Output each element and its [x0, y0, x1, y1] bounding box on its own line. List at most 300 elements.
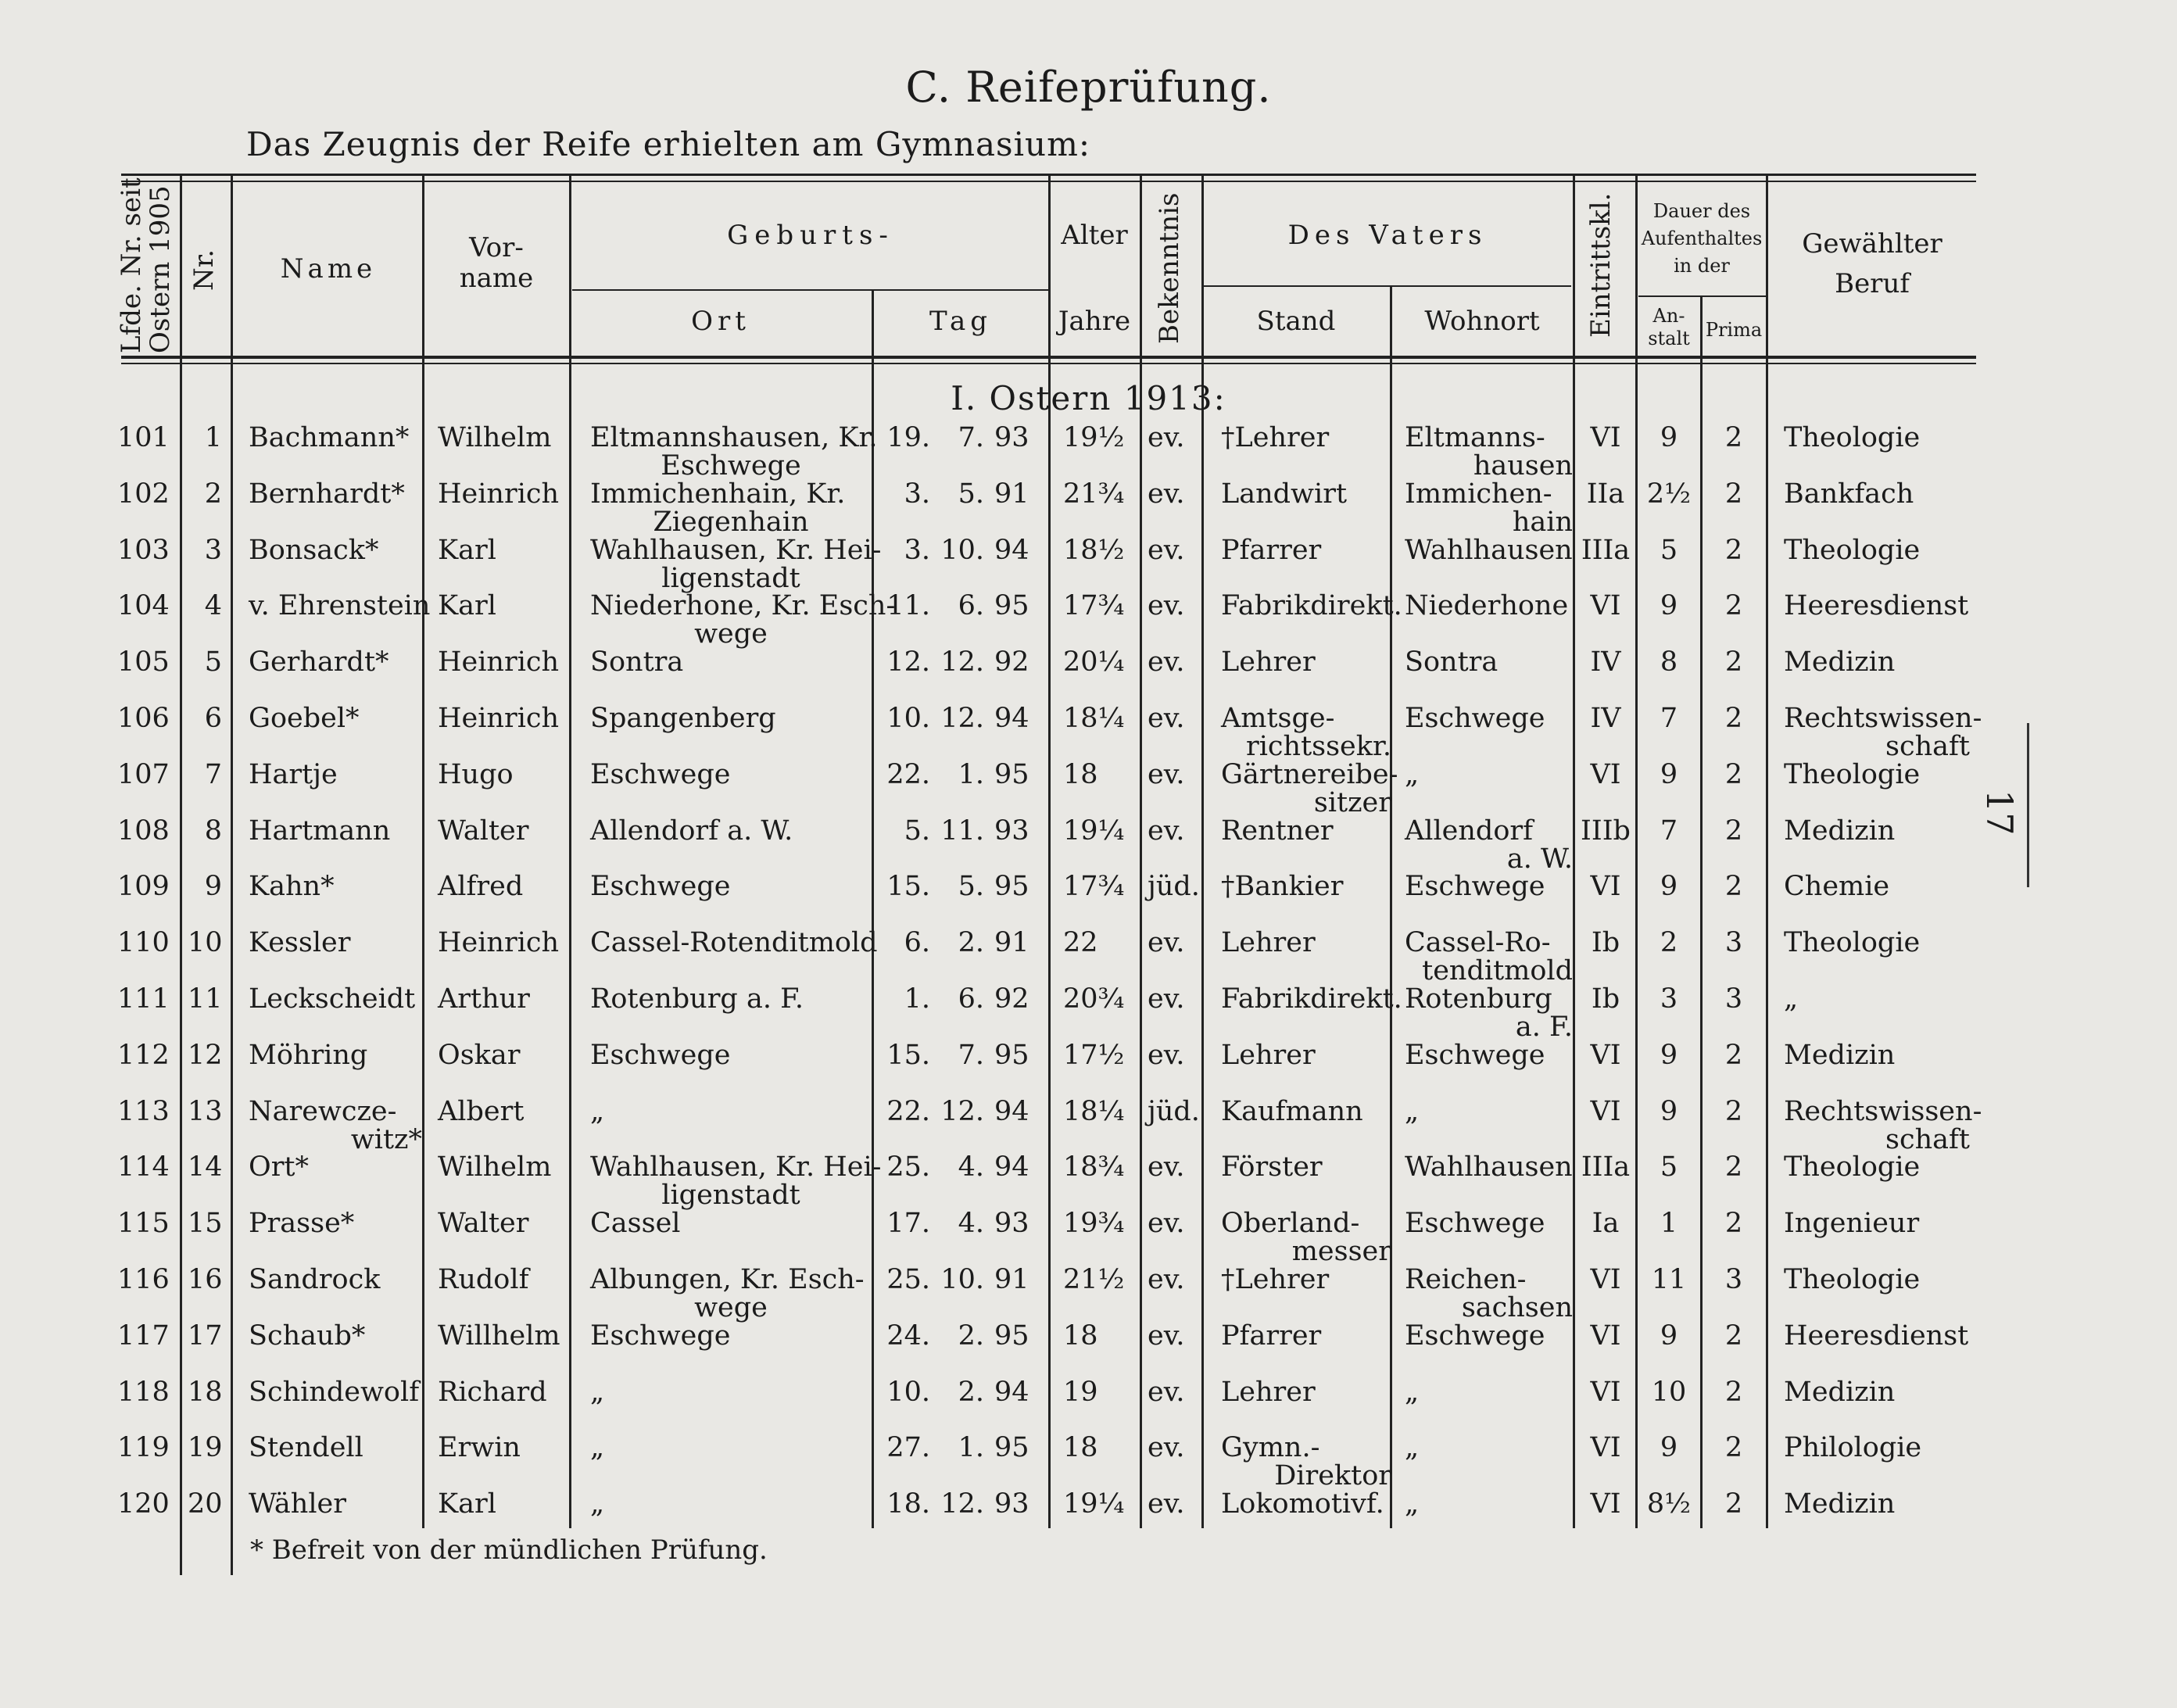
cell-ort: Allendorf a. W.: [590, 815, 793, 847]
cell-wohnort: Niederhone: [1405, 590, 1569, 622]
cell-stand: Gymn.-: [1221, 1432, 1320, 1464]
cell-beruf: Bankfach: [1784, 478, 1914, 510]
cell-bekenntnis: ev.: [1148, 983, 1185, 1015]
cell-ort-cont: wege: [694, 1292, 768, 1323]
cell-jahr: 93: [994, 422, 1029, 453]
cell-beruf: Philologie: [1784, 1432, 1922, 1464]
cell-prima: 2: [1724, 1432, 1743, 1464]
cell-jahr: 93: [994, 1208, 1029, 1240]
page-number: 17: [1978, 790, 2021, 836]
cell-tag: 27.: [886, 1432, 930, 1464]
cell-monat: 7.: [958, 422, 984, 453]
cell-ort-cont: Ziegenhain: [653, 506, 809, 538]
cell-wohnort: Eschwege: [1405, 1208, 1545, 1240]
cell-monat: 6.: [958, 590, 984, 622]
cell-beruf: Theologie: [1784, 1151, 1921, 1183]
cell-name: Prasse*: [249, 1208, 355, 1240]
cell-lfd-nr: 118: [117, 1376, 170, 1408]
cell-lfd-nr: 116: [117, 1264, 170, 1295]
header-gewaehlter-beruf: Gewählter Beruf: [1802, 228, 1942, 299]
cell-wohnort-cont: sachsen: [1461, 1292, 1573, 1323]
cell-name-cont: witz*: [350, 1123, 422, 1155]
cell-anstalt: 8½: [1646, 1488, 1692, 1520]
cell-eintrittskl: VI: [1590, 871, 1621, 903]
cell-alter: 17¾: [1063, 871, 1125, 903]
table-row: [0, 1266, 2177, 1323]
cell-vorname: Walter: [438, 1208, 529, 1240]
header-lfd-nr: Lfde. Nr. seit Ostern 1905: [116, 177, 177, 353]
cell-vorname: Arthur: [438, 983, 530, 1015]
cell-alter: 18: [1063, 1432, 1098, 1464]
header-bekenntnis: Bekenntnis: [1154, 192, 1185, 344]
cell-lfd-nr: 107: [117, 758, 170, 790]
header-des-vaters: Des Vaters: [1287, 220, 1488, 251]
cell-eintrittskl: VI: [1590, 1432, 1621, 1464]
cell-stand-cont: Direktor: [1274, 1460, 1391, 1492]
cell-anstalt: 3: [1660, 983, 1678, 1015]
cell-prima: 2: [1724, 1151, 1743, 1183]
cell-tag: 15.: [886, 871, 930, 903]
cell-jahr: 93: [994, 815, 1029, 847]
cell-lfd-nr: 105: [117, 646, 170, 679]
section-label: I. Ostern 1913:: [951, 379, 1226, 417]
cell-prima: 2: [1724, 422, 1743, 453]
cell-name: Bachmann*: [249, 422, 410, 453]
cell-eintrittskl: IV: [1590, 646, 1621, 679]
cell-bekenntnis: ev.: [1148, 478, 1185, 510]
cell-beruf: Medizin: [1784, 646, 1896, 679]
cell-tag: 6.: [904, 927, 930, 959]
cell-stand: Lehrer: [1221, 646, 1316, 679]
cell-vorname: Wilhelm: [438, 1151, 552, 1183]
cell-jahr: 95: [994, 1319, 1029, 1352]
cell-name: Leckscheidt: [249, 983, 416, 1015]
cell-alter: 19¼: [1063, 815, 1125, 847]
table-row: [0, 478, 2177, 538]
cell-stand: Lehrer: [1221, 1039, 1316, 1071]
cell-monat: 11.: [940, 815, 984, 847]
cell-vorname: Willhelm: [438, 1319, 560, 1352]
cell-ort: Eltmannshausen, Kr.: [590, 422, 878, 453]
cell-jahr: 91: [994, 1264, 1029, 1295]
cell-alter: 19¾: [1063, 1208, 1125, 1240]
cell-vorname: Hugo: [438, 758, 514, 790]
cell-prima: 2: [1724, 703, 1743, 734]
table-row: [0, 1319, 2177, 1379]
cell-bekenntnis: ev.: [1148, 534, 1185, 566]
header-wohnort: Wohnort: [1424, 306, 1540, 337]
table-row: [0, 1376, 2177, 1435]
cell-tag: 11.: [886, 590, 930, 622]
cell-beruf: Medizin: [1784, 1488, 1896, 1520]
cell-nr: 14: [188, 1151, 223, 1183]
cell-lfd-nr: 106: [117, 703, 170, 734]
cell-stand: Amtsge-: [1221, 703, 1335, 734]
table-row: [0, 534, 2177, 594]
cell-alter: 19: [1063, 1376, 1098, 1408]
cell-tag: 17.: [886, 1208, 930, 1240]
cell-lfd-nr: 120: [117, 1488, 170, 1520]
cell-jahr: 95: [994, 590, 1029, 622]
cell-tag: 10.: [886, 1376, 930, 1408]
table-row: [0, 705, 2177, 761]
cell-prima: 2: [1724, 646, 1743, 679]
cell-lfd-nr: 111: [117, 983, 170, 1015]
cell-nr: 11: [188, 983, 223, 1015]
cell-prima: 3: [1724, 927, 1743, 959]
cell-ort: Wahlhausen, Kr. Hei-: [590, 534, 882, 566]
cell-vorname: Karl: [438, 590, 496, 622]
geburts-divider: [572, 289, 1049, 291]
cell-stand: Fabrikdirekt.: [1221, 983, 1402, 1015]
table-row: [0, 983, 2177, 1043]
cell-nr: 16: [188, 1264, 223, 1295]
cell-monat: 12.: [940, 703, 984, 734]
cell-eintrittskl: VI: [1590, 758, 1621, 790]
cell-vorname: Karl: [438, 1488, 496, 1520]
cell-tag: 3.: [904, 534, 930, 566]
cell-monat: 2.: [958, 927, 984, 959]
cell-monat: 5.: [958, 871, 984, 903]
cell-wohnort: Wahlhausen: [1405, 1151, 1573, 1183]
cell-jahr: 94: [994, 703, 1029, 734]
cell-eintrittskl: Ib: [1591, 983, 1620, 1015]
cell-nr: 10: [188, 927, 223, 959]
cell-alter: 18¼: [1063, 1095, 1125, 1127]
cell-ort: Cassel: [590, 1208, 681, 1240]
cell-jahr: 95: [994, 1039, 1029, 1071]
cell-prima: 2: [1724, 1319, 1743, 1352]
table-row: [0, 815, 2177, 875]
cell-anstalt: 11: [1651, 1264, 1687, 1295]
cell-name: Wähler: [249, 1488, 346, 1520]
header-nr: Nr.: [188, 249, 220, 291]
cell-jahr: 93: [994, 1488, 1029, 1520]
cell-monat: 2.: [958, 1319, 984, 1352]
cell-tag: 1.: [904, 983, 930, 1015]
table-row: [0, 1434, 2177, 1491]
cell-anstalt: 5: [1660, 534, 1678, 566]
cell-wohnort-cont: a. F.: [1515, 1012, 1573, 1043]
cell-vorname: Alfred: [438, 871, 524, 903]
header-vorname: Vor- name: [459, 232, 534, 295]
cell-tag: 15.: [886, 1039, 930, 1071]
cell-eintrittskl: VI: [1590, 422, 1621, 453]
cell-bekenntnis: ev.: [1148, 927, 1185, 959]
cell-lfd-nr: 109: [117, 871, 170, 903]
cell-beruf-cont: schaft: [1885, 1123, 1970, 1155]
cell-bekenntnis: ev.: [1148, 758, 1185, 790]
cell-eintrittskl: IV: [1590, 703, 1621, 734]
cell-stand: Lehrer: [1221, 1376, 1316, 1408]
cell-anstalt: 9: [1660, 1095, 1678, 1127]
cell-vorname: Heinrich: [438, 646, 560, 679]
cell-name: Narewcze-: [249, 1095, 397, 1127]
cell-anstalt: 9: [1660, 1432, 1678, 1464]
cell-eintrittskl: VI: [1590, 1319, 1621, 1352]
cell-nr: 12: [188, 1039, 223, 1071]
cell-ort-cont: ligenstadt: [661, 562, 800, 594]
cell-prima: 2: [1724, 478, 1743, 510]
cell-prima: 2: [1724, 1095, 1743, 1127]
cell-bekenntnis: ev.: [1148, 1319, 1185, 1352]
cell-beruf-cont: schaft: [1885, 731, 1970, 762]
cell-wohnort: Wahlhausen: [1405, 534, 1573, 566]
cell-prima: 3: [1724, 983, 1743, 1015]
cell-tag: 24.: [886, 1319, 930, 1352]
cell-alter: 18: [1063, 758, 1098, 790]
cell-jahr: 94: [994, 534, 1029, 566]
cell-bekenntnis: ev.: [1148, 422, 1185, 453]
cell-eintrittskl: IIIb: [1581, 815, 1631, 847]
cell-monat: 12.: [940, 646, 984, 679]
cell-jahr: 92: [994, 983, 1029, 1015]
cell-anstalt: 2: [1660, 927, 1678, 959]
page-heading: C. Reifeprüfung.: [905, 63, 1272, 112]
cell-stand: Landwirt: [1221, 478, 1348, 510]
page-subheading: Das Zeugnis der Reife erhielten am Gymnasium:: [246, 125, 1091, 163]
cell-jahr: 95: [994, 758, 1029, 790]
header-name: Name: [280, 253, 377, 285]
cell-tag: 25.: [886, 1264, 930, 1295]
header-geburts: Geburts-: [727, 220, 894, 251]
cell-eintrittskl: VI: [1590, 1376, 1621, 1408]
cell-wohnort: „: [1405, 1432, 1420, 1464]
cell-ort: Rotenburg a. F.: [590, 983, 804, 1015]
cell-beruf: Heeresdienst: [1784, 590, 1969, 622]
cell-tag: 18.: [886, 1488, 930, 1520]
cell-tag: 3.: [904, 478, 930, 510]
header-jahre: Jahre: [1058, 306, 1131, 337]
cell-wohnort: „: [1405, 1488, 1420, 1520]
cell-vorname: Oskar: [438, 1039, 521, 1071]
cell-wohnort-cont: tenditmold: [1422, 955, 1573, 987]
cell-wohnort: Allendorf: [1405, 815, 1534, 847]
cell-anstalt: 9: [1660, 422, 1678, 453]
cell-name: Bernhardt*: [249, 478, 405, 510]
cell-alter: 17½: [1063, 1039, 1125, 1071]
cell-lfd-nr: 119: [117, 1432, 170, 1464]
cell-nr: 20: [188, 1488, 223, 1520]
cell-eintrittskl: VI: [1590, 1488, 1621, 1520]
cell-anstalt: 9: [1660, 1319, 1678, 1352]
header-tag: Tag: [929, 306, 993, 337]
cell-eintrittskl: IIIa: [1581, 534, 1631, 566]
cell-stand-cont: messer: [1291, 1236, 1391, 1268]
cell-bekenntnis: ev.: [1148, 1151, 1185, 1183]
cell-jahr: 94: [994, 1376, 1029, 1408]
table-row: [0, 758, 2177, 818]
cell-tag: 10.: [886, 703, 930, 734]
cell-stand-cont: sitzer: [1313, 786, 1391, 818]
cell-vorname: Heinrich: [438, 478, 560, 510]
cell-eintrittskl: Ib: [1591, 927, 1620, 959]
cell-nr: 5: [204, 646, 222, 679]
cell-beruf: Rechtswissen-: [1784, 703, 1982, 734]
cell-prima: 2: [1724, 871, 1743, 903]
table-row: [0, 873, 2177, 929]
cell-stand: Kaufmann: [1221, 1095, 1363, 1127]
cell-ort: Eschwege: [590, 871, 731, 903]
cell-prima: 2: [1724, 1376, 1743, 1408]
cell-prima: 2: [1724, 758, 1743, 790]
cell-lfd-nr: 112: [117, 1039, 170, 1071]
cell-nr: 15: [188, 1208, 223, 1240]
dauer-divider: [1638, 295, 1767, 297]
cell-nr: 18: [188, 1376, 223, 1408]
cell-wohnort: „: [1405, 1095, 1420, 1127]
cell-prima: 3: [1724, 1264, 1743, 1295]
cell-wohnort: „: [1405, 1376, 1420, 1408]
cell-eintrittskl: IIa: [1586, 478, 1625, 510]
cell-wohnort: Eschwege: [1405, 1319, 1545, 1352]
cell-stand: Pfarrer: [1221, 534, 1322, 566]
cell-alter: 21¾: [1063, 478, 1125, 510]
cell-bekenntnis: ev.: [1148, 1488, 1185, 1520]
cell-monat: 1.: [958, 758, 984, 790]
cell-lfd-nr: 101: [117, 422, 170, 453]
cell-alter: 21½: [1063, 1264, 1125, 1295]
cell-beruf: Ingenieur: [1784, 1208, 1920, 1240]
vaters-divider: [1204, 285, 1571, 287]
header-dauer: Dauer des Aufenthaltes in der: [1641, 200, 1763, 277]
cell-ort: „: [590, 1376, 605, 1408]
cell-wohnort: Eltmanns-: [1405, 422, 1545, 453]
cell-jahr: 94: [994, 1095, 1029, 1127]
cell-beruf: „: [1784, 983, 1799, 1015]
cell-stand: Rentner: [1221, 815, 1334, 847]
cell-nr: 2: [204, 478, 222, 510]
cell-bekenntnis: ev.: [1148, 815, 1185, 847]
cell-lfd-nr: 115: [117, 1208, 170, 1240]
table-row: [0, 424, 2177, 481]
cell-wohnort: Sontra: [1405, 646, 1498, 679]
header-alter: Alter: [1061, 220, 1128, 251]
cell-wohnort: Eschwege: [1405, 1039, 1545, 1071]
cell-wohnort: Immichen-: [1405, 478, 1552, 510]
cell-jahr: 95: [994, 1432, 1029, 1464]
cell-prima: 2: [1724, 1039, 1743, 1071]
cell-beruf: Medizin: [1784, 1039, 1896, 1071]
cell-wohnort-cont: hain: [1512, 506, 1573, 538]
cell-eintrittskl: VI: [1590, 1264, 1621, 1295]
cell-monat: 2.: [958, 1376, 984, 1408]
cell-eintrittskl: VI: [1590, 1095, 1621, 1127]
cell-name: Sandrock: [249, 1264, 381, 1295]
cell-stand: Lehrer: [1221, 927, 1316, 959]
cell-prima: 2: [1724, 590, 1743, 622]
cell-lfd-nr: 117: [117, 1319, 170, 1352]
cell-ort-cont: ligenstadt: [661, 1180, 800, 1212]
cell-anstalt: 9: [1660, 758, 1678, 790]
cell-monat: 4.: [958, 1208, 984, 1240]
cell-nr: 13: [188, 1095, 223, 1127]
cell-lfd-nr: 114: [117, 1151, 170, 1183]
cell-name: Stendell: [249, 1432, 363, 1464]
cell-vorname: Richard: [438, 1376, 547, 1408]
cell-wohnort: Rotenburg: [1405, 983, 1552, 1015]
cell-vorname: Karl: [438, 534, 496, 566]
cell-nr: 1: [204, 422, 222, 453]
cell-monat: 5.: [958, 478, 984, 510]
cell-nr: 7: [204, 758, 222, 790]
cell-ort: „: [590, 1095, 605, 1127]
cell-ort: Spangenberg: [590, 703, 776, 734]
cell-stand: Oberland-: [1221, 1208, 1360, 1240]
cell-ort: Albungen, Kr. Esch-: [590, 1264, 865, 1295]
cell-name: Goebel*: [249, 703, 360, 734]
cell-name: Möhring: [249, 1039, 368, 1071]
cell-alter: 20¾: [1063, 983, 1125, 1015]
cell-nr: 4: [204, 590, 222, 622]
cell-bekenntnis: ev.: [1148, 646, 1185, 679]
cell-ort: Immichenhain, Kr.: [590, 478, 846, 510]
cell-wohnort: Cassel-Ro-: [1405, 927, 1551, 959]
cell-vorname: Heinrich: [438, 927, 560, 959]
cell-bekenntnis: jüd.: [1148, 871, 1200, 903]
cell-alter: 18: [1063, 1319, 1098, 1352]
cell-ort: Eschwege: [590, 1039, 731, 1071]
cell-tag: 19.: [886, 422, 930, 453]
cell-bekenntnis: ev.: [1148, 1376, 1185, 1408]
cell-alter: 22: [1063, 927, 1098, 959]
cell-anstalt: 9: [1660, 590, 1678, 622]
cell-beruf: Theologie: [1784, 422, 1921, 453]
cell-tag: 25.: [886, 1151, 930, 1183]
cell-ort: Sontra: [590, 646, 684, 679]
cell-bekenntnis: ev.: [1148, 1208, 1185, 1240]
table-row: [0, 1151, 2177, 1212]
cell-eintrittskl: IIIa: [1581, 1151, 1631, 1183]
cell-beruf: Theologie: [1784, 758, 1921, 790]
cell-alter: 20¼: [1063, 646, 1125, 679]
cell-monat: 10.: [940, 1264, 984, 1295]
cell-eintrittskl: VI: [1590, 590, 1621, 622]
cell-beruf: Medizin: [1784, 815, 1896, 847]
cell-alter: 18¼: [1063, 703, 1125, 734]
cell-stand: Gärtnereibe-: [1221, 758, 1398, 790]
cell-ort-cont: Eschwege: [661, 450, 801, 482]
cell-beruf: Chemie: [1784, 871, 1890, 903]
cell-stand: †Lehrer: [1221, 422, 1330, 453]
cell-stand: Förster: [1221, 1151, 1323, 1183]
cell-prima: 2: [1724, 534, 1743, 566]
cell-anstalt: 9: [1660, 871, 1678, 903]
cell-vorname: Walter: [438, 815, 529, 847]
table-row: [0, 1210, 2177, 1266]
cell-vorname: Rudolf: [438, 1264, 529, 1295]
cell-beruf: Heeresdienst: [1784, 1319, 1969, 1352]
cell-name: Hartje: [249, 758, 338, 790]
cell-jahr: 94: [994, 1151, 1029, 1183]
cell-bekenntnis: jüd.: [1148, 1095, 1200, 1127]
cell-stand: †Bankier: [1221, 871, 1344, 903]
cell-name: Kahn*: [249, 871, 335, 903]
cell-jahr: 92: [994, 646, 1029, 679]
cell-beruf: Theologie: [1784, 927, 1921, 959]
table-row: [0, 1095, 2177, 1155]
cell-prima: 2: [1724, 1208, 1743, 1240]
cell-anstalt: 7: [1660, 703, 1678, 734]
cell-anstalt: 10: [1651, 1376, 1687, 1408]
cell-name: Kessler: [249, 927, 351, 959]
cell-beruf: Theologie: [1784, 1264, 1921, 1295]
cell-monat: 6.: [958, 983, 984, 1015]
cell-anstalt: 2½: [1646, 478, 1692, 510]
cell-tag: 12.: [886, 646, 930, 679]
cell-eintrittskl: VI: [1590, 1039, 1621, 1071]
cell-wohnort-cont: hausen: [1473, 450, 1573, 482]
